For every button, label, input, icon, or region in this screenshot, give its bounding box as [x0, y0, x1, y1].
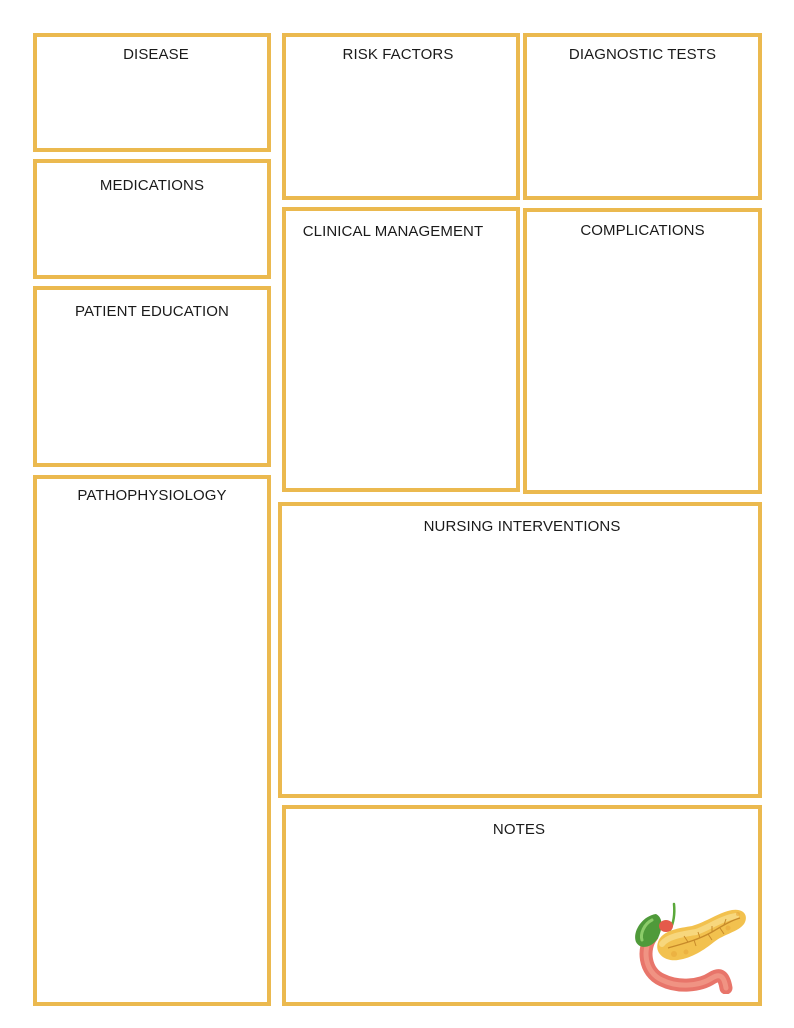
complications-title: COMPLICATIONS — [580, 222, 705, 239]
diagnostic-tests-title: DIAGNOSTIC TESTS — [568, 46, 717, 63]
patient-education-box[interactable] — [33, 286, 271, 467]
complications-box[interactable] — [523, 208, 762, 494]
clinical-management-box[interactable] — [282, 207, 520, 492]
medications-title: MEDICATIONS — [99, 177, 205, 194]
risk-factors-box[interactable] — [282, 33, 520, 200]
pathophysiology-box[interactable] — [33, 475, 271, 1006]
notes-title: NOTES — [492, 821, 546, 838]
nursing-interventions-title: NURSING INTERVENTIONS — [423, 518, 621, 535]
pathophysiology-title: PATHOPHYSIOLOGY — [77, 487, 227, 504]
risk-factors-title: RISK FACTORS — [342, 46, 454, 63]
pancreas-gallbladder-icon — [628, 896, 750, 994]
disease-box[interactable] — [33, 33, 271, 152]
patient-education-title: PATIENT EDUCATION — [75, 303, 229, 320]
medications-box[interactable] — [33, 159, 271, 279]
diagnostic-tests-box[interactable] — [523, 33, 762, 200]
disease-title: DISEASE — [123, 46, 189, 63]
nursing-interventions-box[interactable] — [278, 502, 762, 798]
clinical-management-title: CLINICAL MANAGEMENT — [302, 223, 484, 240]
